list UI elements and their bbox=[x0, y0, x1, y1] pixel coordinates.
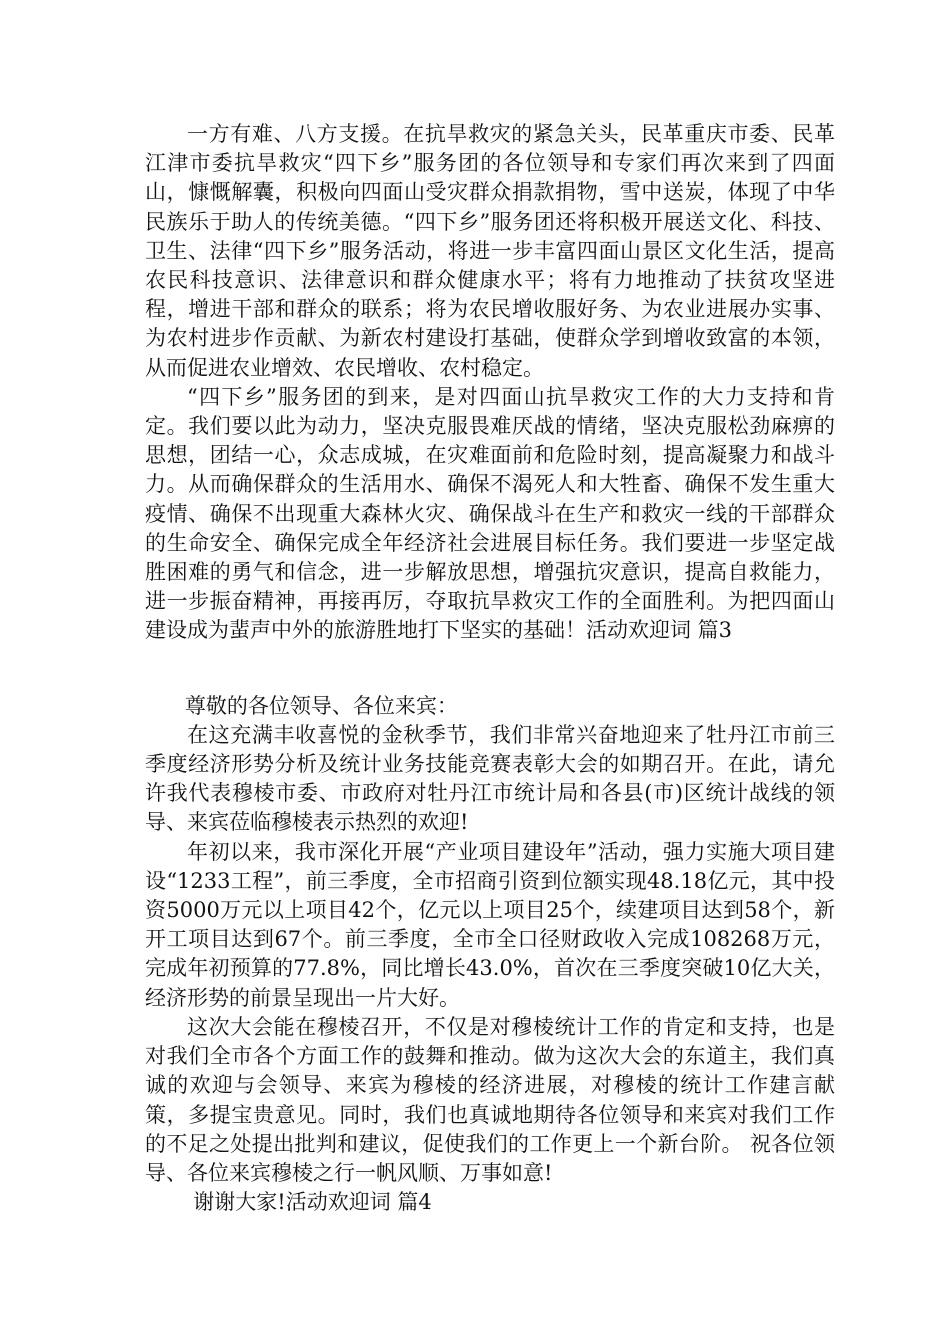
section-gap bbox=[145, 646, 835, 692]
paragraph-service-team: “四下乡”服务团的到来，是对四面山抗旱救灾工作的大力支持和肯定。我们要以此为动力，坚决克服畏难厌战的情绪，坚决克服松劲麻痹的思想，团结一心，众志成城，在灾难面前和危险时刻，提高凝聚力和战斗力。从而确保群众的生活用水、确保不渴死人和大牲畜、确保不发生重大疫情、确保不出现重大森林火灾、确保战斗在生产和救灾一线的干部群众的生命安全、确保完成全年经济社会进展目标任务。我们要进一步坚定战胜困难的勇气和信念，进一步解放思想，增强抗灾意识，提高自救能力，进一步振奋精神，再接再厉，夺取抗旱救灾工作的全面胜利。为把四面山建设成为蜚声中外的旅游胜地打下坚实的基础！活动欢迎词 篇3 bbox=[145, 384, 835, 643]
greeting-line: 尊敬的各位领导、各位来宾： bbox=[184, 693, 458, 718]
document-body bbox=[145, 120, 835, 1217]
paragraph-conference: 这次大会能在穆棱召开，不仅是对穆棱统计工作的肯定和支持，也是对我们全市各个方面工作的鼓舞和推动。做为这次大会的东道主，我们真诚的欢迎与会领导、来宾为穆棱的经济进展，对穆棱的统计工作建言献策，多提宝贵意见。同时，我们也真诚地期待各位领导和来宾对我们工作的不足之处提出批判和建议，促使我们的工作更上一个新台阶。 祝各位领导、各位来宾穆棱之行一帆风顺、万事如意! bbox=[145, 1014, 835, 1185]
paragraph-economy: 年初以来，我市深化开展“产业项目建设年”活动，强力实施大项目建设“1233工程”，前三季度，全市招商引资到位额实现48.18亿元，其中投资5000万元以上项目42个，亿元以上项目25个，续建项目达到58个，新开工项目达到67个。前三季度，全市全口径财政收入完成108268万元，完成年初预算的77.8%，同比增长43.0%，首次在三季度突破10亿大关，经济形势的前景呈现出一片大好。 bbox=[145, 839, 835, 1010]
paragraph-disaster-relief: 一方有难、八方支援。在抗旱救灾的紧急关头，民革重庆市委、民革江津市委抗旱救灾“四下乡”服务团的各位领导和专家们再次来到了四面山，慷慨解囊，积极向四面山受灾群众捐款捐物，雪中送炭，体现了中华民族乐于助人的传统美德。“四下乡”服务团还将积极开展送文化、科技、卫生、法律“四下乡”服务活动，将进一步丰富四面山景区文化生活，提高农民科技意识、法律意识和群众健康水平；将有力地推动了扶贫攻坚进程，增进干部和群众的联系；将为农民增收服好务、为农业进展办实事、为农村进步作贡献、为新农村建设打基础，使群众学到增收致富的本领，从而促进农业增效、农民增收、农村稳定。 bbox=[145, 122, 835, 380]
paragraph-welcome: 在这充满丰收喜悦的金秋季节，我们非常兴奋地迎来了牡丹江市前三季度经济形势分析及统计业务技能竞赛表彰大会的如期召开。在此，请允许我代表穆棱市委、市政府对牡丹江市统计局和各县(市)区统计战线的领导、来宾莅临穆棱表示热烈的欢迎! bbox=[145, 722, 835, 835]
closing-line: 谢谢大家!活动欢迎词 篇4 bbox=[193, 1190, 432, 1215]
